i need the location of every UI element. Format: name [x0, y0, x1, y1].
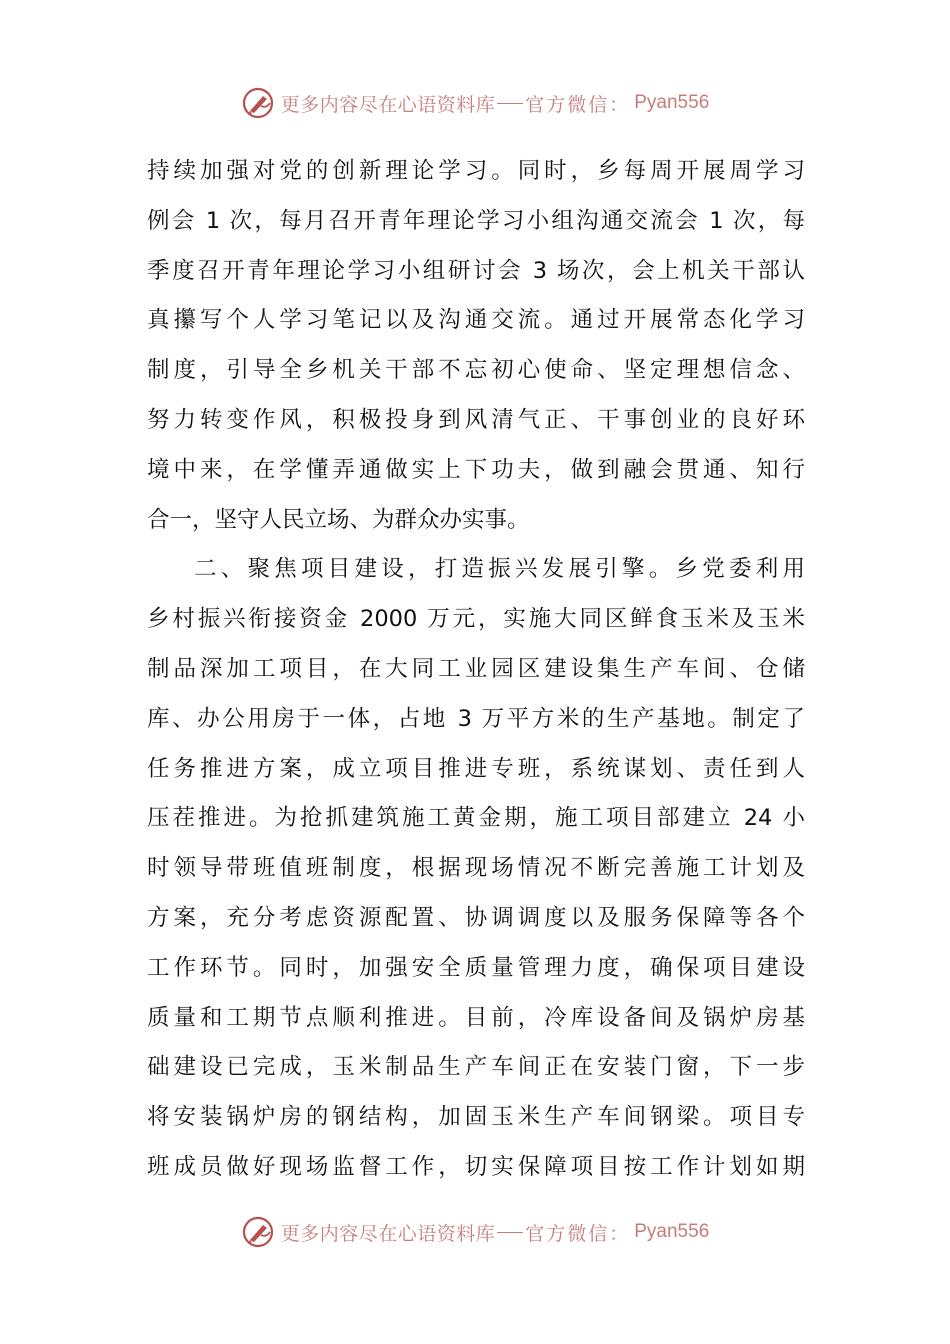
text-line: 任务推进方案，成立项目推进专班，系统谋划、责任到人 [147, 755, 805, 782]
header-banner [0, 81, 950, 125]
text-line: 例会 1 次，每月召开青年理论学习小组沟通交流会 1 次，每 [147, 207, 805, 234]
footer-banner [0, 1210, 950, 1254]
text-line: 乡村振兴衔接资金 2000 万元，实施大同区鲜食玉米及玉米 [147, 606, 805, 633]
text-line: 制度，引导全乡机关干部不忘初心使命、坚定理想信念、 [147, 357, 805, 384]
text-line: 境中来，在学懂弄通做实上下功夫，做到融会贯通、知行 [147, 456, 805, 483]
divider [497, 103, 523, 104]
pen-logo-icon [241, 86, 275, 120]
text-line: 时领导带班值班制度，根据现场情况不断完善施工计划及 [147, 855, 805, 882]
text-line: 制品深加工项目，在大同工业园区建设集生产车间、仓储 [147, 655, 805, 682]
text-line: 工作环节。同时，加强安全质量管理力度，确保项目建设 [147, 954, 805, 981]
document-body [147, 147, 805, 1193]
text-line: 班成员做好现场监督工作，切实保障项目按工作计划如期 [147, 1153, 805, 1180]
text-line: 压茬推进。为抢抓建筑施工黄金期，施工项目部建立 24 小 [147, 805, 805, 832]
text-line: 持续加强对党的创新理论学习。同时，乡每周开展周学习 [147, 158, 805, 184]
section-heading-line: 二、聚焦项目建设，打造振兴发展引擎。乡党委利用 [194, 556, 805, 583]
text-line: 真攥写个人学习笔记以及沟通交流。通过开展常态化学习 [147, 307, 805, 334]
text-line: 努力转变作风，积极投身到风清气正、干事创业的良好环 [147, 406, 805, 433]
wechat-id: Pyan556 [634, 1221, 710, 1242]
wechat-id: Pyan556 [634, 92, 710, 113]
divider [497, 1232, 523, 1233]
text-line: 合一，坚守人民立场、为群众办实事。 [147, 506, 530, 533]
pen-logo-icon [241, 1215, 275, 1249]
text-line: 础建设已完成，玉米制品生产车间正在安装门窗，下一步 [147, 1054, 805, 1081]
text-line: 季度召开青年理论学习小组研讨会 3 场次，会上机关干部认 [147, 257, 805, 284]
official-label: 官方微信： [525, 93, 631, 116]
site-name: 更多内容尽在心语资料库 [280, 1222, 496, 1245]
text-line: 库、办公用房于一体，占地 3 万平方米的生产基地。制定了 [147, 705, 805, 732]
official-label: 官方微信： [525, 1222, 631, 1245]
text-line: 质量和工期节点顺利推进。目前，冷库设备间及锅炉房基 [147, 1004, 805, 1031]
site-name: 更多内容尽在心语资料库 [280, 93, 496, 116]
text-line: 将安装锅炉房的钢结构，加固玉米生产车间钢梁。项目专 [147, 1104, 805, 1131]
text-line: 方案，充分考虑资源配置、协调调度以及服务保障等各个 [147, 904, 805, 931]
